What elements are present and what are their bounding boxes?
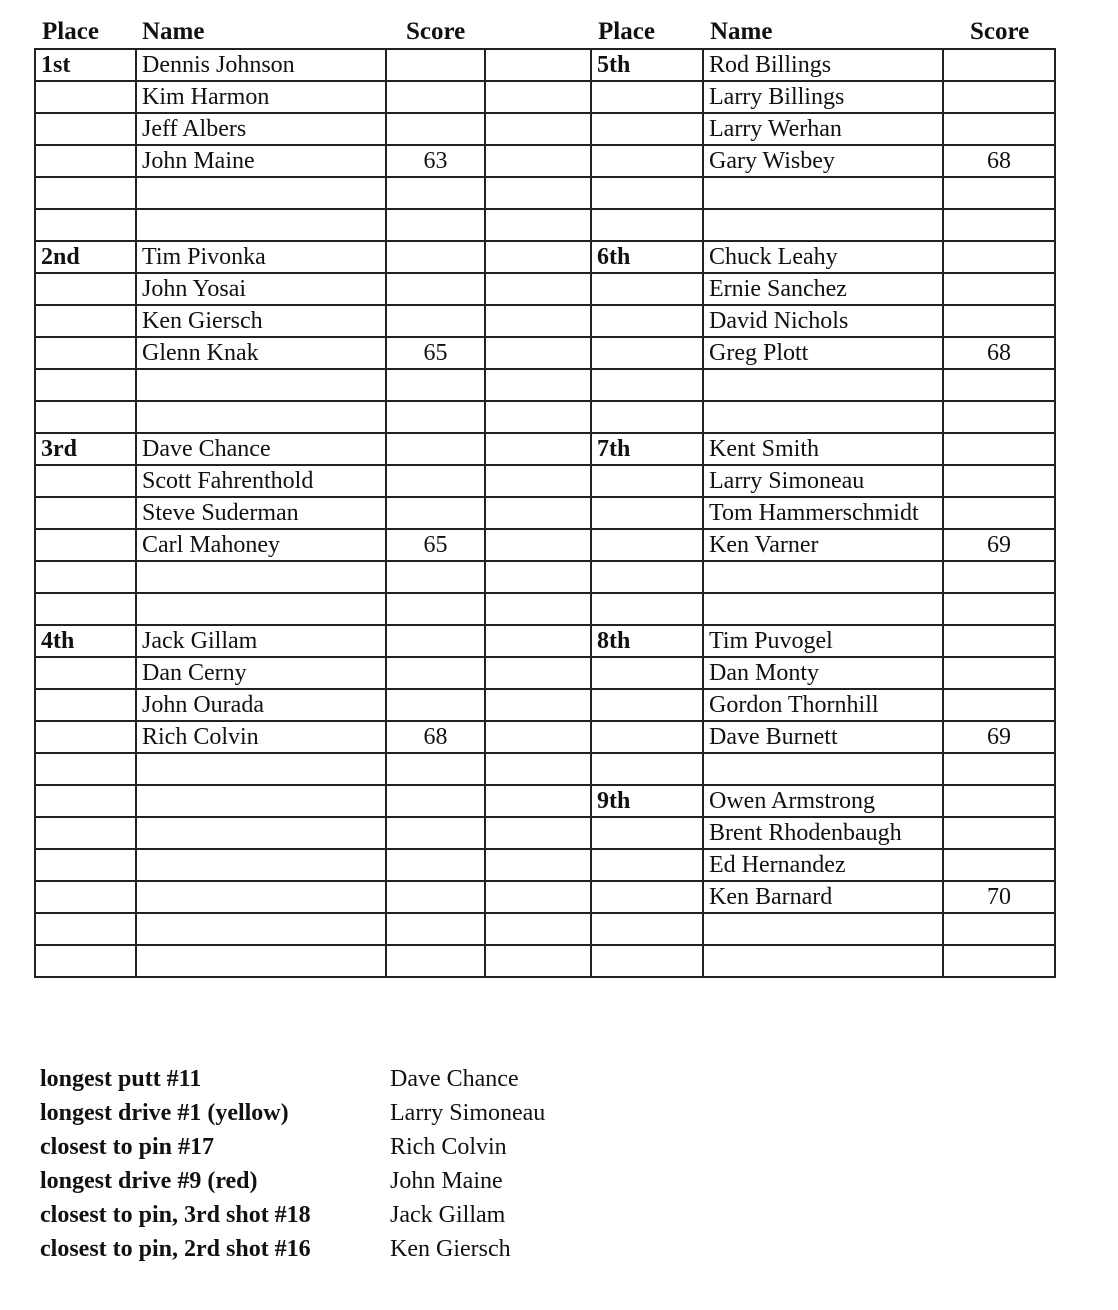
table-row bbox=[35, 721, 1055, 753]
left-score-cell bbox=[386, 753, 485, 785]
right-name-cell: Kent Smith bbox=[703, 433, 943, 465]
left-place-cell bbox=[35, 721, 136, 753]
spacer-cell bbox=[485, 209, 591, 241]
left-place-cell: 2nd bbox=[35, 241, 136, 273]
left-name-cell bbox=[136, 401, 386, 433]
left-name-cell: John Ourada bbox=[136, 689, 386, 721]
right-score-cell bbox=[943, 593, 1055, 625]
table-row bbox=[35, 561, 1055, 593]
left-place-cell: 1st bbox=[35, 49, 136, 81]
right-place-cell bbox=[591, 913, 703, 945]
right-name-cell: Owen Armstrong bbox=[703, 785, 943, 817]
award-winner: Larry Simoneau bbox=[390, 1100, 546, 1126]
left-score-cell bbox=[386, 209, 485, 241]
right-place-cell bbox=[591, 145, 703, 177]
table-row bbox=[35, 945, 1055, 977]
spacer-cell bbox=[485, 465, 591, 497]
spacer-cell bbox=[485, 497, 591, 529]
spacer-cell bbox=[485, 721, 591, 753]
left-place-cell bbox=[35, 913, 136, 945]
right-place-cell bbox=[591, 305, 703, 337]
right-score-cell: 69 bbox=[943, 529, 1055, 561]
right-name-cell: Ed Hernandez bbox=[703, 849, 943, 881]
spacer-cell bbox=[485, 113, 591, 145]
left-place-cell bbox=[35, 401, 136, 433]
left-score-cell bbox=[386, 177, 485, 209]
table-row bbox=[35, 625, 1055, 657]
award-winner: Ken Giersch bbox=[390, 1236, 511, 1262]
right-score-cell bbox=[943, 561, 1055, 593]
left-place-cell bbox=[35, 497, 136, 529]
table-row bbox=[35, 593, 1055, 625]
spacer-cell bbox=[485, 241, 591, 273]
right-name-cell: David Nichols bbox=[703, 305, 943, 337]
table-row bbox=[35, 689, 1055, 721]
left-name-cell: Dan Cerny bbox=[136, 657, 386, 689]
left-name-cell: Rich Colvin bbox=[136, 721, 386, 753]
right-score-cell bbox=[943, 241, 1055, 273]
right-score-cell: 68 bbox=[943, 145, 1055, 177]
right-name-cell bbox=[703, 561, 943, 593]
left-name-cell bbox=[136, 593, 386, 625]
right-place-cell: 8th bbox=[591, 625, 703, 657]
right-place-cell bbox=[591, 273, 703, 305]
right-place-cell bbox=[591, 753, 703, 785]
award-winner: Rich Colvin bbox=[390, 1134, 507, 1160]
right-place-cell bbox=[591, 369, 703, 401]
right-score-cell bbox=[943, 209, 1055, 241]
right-score-cell bbox=[943, 369, 1055, 401]
header-right-name: Name bbox=[710, 18, 773, 45]
left-place-cell bbox=[35, 113, 136, 145]
right-score-cell bbox=[943, 785, 1055, 817]
spacer-cell bbox=[485, 177, 591, 209]
spacer-cell bbox=[485, 881, 591, 913]
left-score-cell bbox=[386, 849, 485, 881]
right-place-cell bbox=[591, 561, 703, 593]
right-score-cell bbox=[943, 945, 1055, 977]
left-name-cell: John Maine bbox=[136, 145, 386, 177]
right-place-cell bbox=[591, 81, 703, 113]
left-score-cell: 65 bbox=[386, 337, 485, 369]
spacer-cell bbox=[485, 337, 591, 369]
spacer-cell bbox=[485, 689, 591, 721]
left-place-cell bbox=[35, 785, 136, 817]
right-score-cell bbox=[943, 753, 1055, 785]
right-place-cell bbox=[591, 113, 703, 145]
table-row bbox=[35, 49, 1055, 81]
spacer-cell bbox=[485, 529, 591, 561]
left-place-cell bbox=[35, 945, 136, 977]
right-score-cell bbox=[943, 817, 1055, 849]
award-label: closest to pin #17 bbox=[40, 1134, 214, 1160]
spacer-cell bbox=[485, 561, 591, 593]
table-row bbox=[35, 113, 1055, 145]
right-name-cell: Gordon Thornhill bbox=[703, 689, 943, 721]
right-name-cell bbox=[703, 913, 943, 945]
right-name-cell: Dan Monty bbox=[703, 657, 943, 689]
right-place-cell bbox=[591, 849, 703, 881]
left-score-cell bbox=[386, 401, 485, 433]
right-place-cell bbox=[591, 593, 703, 625]
right-place-cell bbox=[591, 817, 703, 849]
right-name-cell bbox=[703, 593, 943, 625]
right-name-cell bbox=[703, 401, 943, 433]
header-left-place: Place bbox=[42, 18, 99, 45]
left-name-cell: Kim Harmon bbox=[136, 81, 386, 113]
left-place-cell bbox=[35, 529, 136, 561]
spacer-cell bbox=[485, 369, 591, 401]
left-name-cell: Scott Fahrenthold bbox=[136, 465, 386, 497]
right-name-cell: Brent Rhodenbaugh bbox=[703, 817, 943, 849]
left-score-cell: 63 bbox=[386, 145, 485, 177]
spacer-cell bbox=[485, 433, 591, 465]
left-name-cell bbox=[136, 753, 386, 785]
spacer-cell bbox=[485, 593, 591, 625]
left-score-cell bbox=[386, 881, 485, 913]
right-score-cell bbox=[943, 113, 1055, 145]
left-place-cell bbox=[35, 273, 136, 305]
left-place-cell bbox=[35, 177, 136, 209]
left-name-cell: Jeff Albers bbox=[136, 113, 386, 145]
spacer-cell bbox=[485, 849, 591, 881]
left-name-cell: Steve Suderman bbox=[136, 497, 386, 529]
right-score-cell: 68 bbox=[943, 337, 1055, 369]
right-place-cell: 5th bbox=[591, 49, 703, 81]
right-score-cell bbox=[943, 49, 1055, 81]
right-name-cell bbox=[703, 369, 943, 401]
left-score-cell bbox=[386, 657, 485, 689]
award-label: longest putt #11 bbox=[40, 1066, 202, 1092]
right-name-cell: Larry Werhan bbox=[703, 113, 943, 145]
right-place-cell bbox=[591, 337, 703, 369]
right-place-cell: 7th bbox=[591, 433, 703, 465]
right-score-cell bbox=[943, 625, 1055, 657]
spacer-cell bbox=[485, 657, 591, 689]
award-label: closest to pin, 3rd shot #18 bbox=[40, 1202, 311, 1228]
right-score-cell bbox=[943, 689, 1055, 721]
header-left-score: Score bbox=[406, 18, 466, 45]
left-place-cell bbox=[35, 849, 136, 881]
right-score-cell bbox=[943, 497, 1055, 529]
left-place-cell bbox=[35, 593, 136, 625]
table-row bbox=[35, 753, 1055, 785]
right-name-cell bbox=[703, 177, 943, 209]
table-row bbox=[35, 497, 1055, 529]
left-score-cell bbox=[386, 689, 485, 721]
right-score-cell bbox=[943, 465, 1055, 497]
left-name-cell: Glenn Knak bbox=[136, 337, 386, 369]
left-name-cell: Carl Mahoney bbox=[136, 529, 386, 561]
right-score-cell: 69 bbox=[943, 721, 1055, 753]
left-name-cell bbox=[136, 561, 386, 593]
table-row bbox=[35, 369, 1055, 401]
right-place-cell bbox=[591, 209, 703, 241]
spacer-cell bbox=[485, 753, 591, 785]
table-row bbox=[35, 849, 1055, 881]
right-place-cell: 9th bbox=[591, 785, 703, 817]
left-name-cell: Dave Chance bbox=[136, 433, 386, 465]
spacer-cell bbox=[485, 785, 591, 817]
left-name-cell bbox=[136, 849, 386, 881]
left-place-cell bbox=[35, 145, 136, 177]
left-score-cell bbox=[386, 497, 485, 529]
left-score-cell bbox=[386, 817, 485, 849]
right-name-cell: Tim Puvogel bbox=[703, 625, 943, 657]
results-table bbox=[34, 48, 1056, 978]
left-name-cell: John Yosai bbox=[136, 273, 386, 305]
left-place-cell bbox=[35, 657, 136, 689]
table-row bbox=[35, 529, 1055, 561]
table-row bbox=[35, 145, 1055, 177]
right-name-cell: Tom Hammerschmidt bbox=[703, 497, 943, 529]
left-name-cell bbox=[136, 369, 386, 401]
left-score-cell bbox=[386, 113, 485, 145]
table-row bbox=[35, 785, 1055, 817]
right-place-cell bbox=[591, 721, 703, 753]
table-row bbox=[35, 177, 1055, 209]
spacer-cell bbox=[485, 145, 591, 177]
table-row bbox=[35, 81, 1055, 113]
left-score-cell bbox=[386, 369, 485, 401]
right-place-cell bbox=[591, 529, 703, 561]
right-score-cell bbox=[943, 657, 1055, 689]
spacer-cell bbox=[485, 273, 591, 305]
right-score-cell bbox=[943, 401, 1055, 433]
table-row bbox=[35, 913, 1055, 945]
left-place-cell bbox=[35, 465, 136, 497]
left-score-cell: 65 bbox=[386, 529, 485, 561]
left-name-cell bbox=[136, 177, 386, 209]
spacer-cell bbox=[485, 817, 591, 849]
left-score-cell bbox=[386, 305, 485, 337]
right-place-cell: 6th bbox=[591, 241, 703, 273]
left-score-cell bbox=[386, 81, 485, 113]
left-name-cell bbox=[136, 945, 386, 977]
right-place-cell bbox=[591, 497, 703, 529]
left-place-cell bbox=[35, 753, 136, 785]
left-score-cell bbox=[386, 465, 485, 497]
left-place-cell bbox=[35, 881, 136, 913]
table-row bbox=[35, 241, 1055, 273]
left-place-cell bbox=[35, 337, 136, 369]
right-score-cell bbox=[943, 913, 1055, 945]
spacer-cell bbox=[485, 401, 591, 433]
right-place-cell bbox=[591, 401, 703, 433]
right-place-cell bbox=[591, 657, 703, 689]
right-place-cell bbox=[591, 881, 703, 913]
award-label: closest to pin, 2rd shot #16 bbox=[40, 1236, 311, 1262]
right-name-cell bbox=[703, 209, 943, 241]
table-row bbox=[35, 817, 1055, 849]
left-name-cell: Dennis Johnson bbox=[136, 49, 386, 81]
table-row bbox=[35, 209, 1055, 241]
table-row bbox=[35, 305, 1055, 337]
right-score-cell bbox=[943, 273, 1055, 305]
award-label: longest drive #1 (yellow) bbox=[40, 1100, 289, 1126]
left-score-cell bbox=[386, 433, 485, 465]
award-winner: John Maine bbox=[390, 1168, 503, 1194]
results-body bbox=[35, 49, 1055, 977]
right-name-cell: Chuck Leahy bbox=[703, 241, 943, 273]
right-place-cell bbox=[591, 945, 703, 977]
header-right-score: Score bbox=[970, 18, 1030, 45]
left-score-cell: 68 bbox=[386, 721, 485, 753]
spacer-cell bbox=[485, 625, 591, 657]
left-place-cell bbox=[35, 209, 136, 241]
left-name-cell bbox=[136, 913, 386, 945]
table-row bbox=[35, 401, 1055, 433]
left-place-cell: 3rd bbox=[35, 433, 136, 465]
table-row bbox=[35, 465, 1055, 497]
spacer-cell bbox=[485, 945, 591, 977]
right-name-cell: Ernie Sanchez bbox=[703, 273, 943, 305]
header-left-name: Name bbox=[142, 18, 205, 45]
right-score-cell bbox=[943, 81, 1055, 113]
left-name-cell bbox=[136, 785, 386, 817]
right-name-cell: Gary Wisbey bbox=[703, 145, 943, 177]
left-score-cell bbox=[386, 561, 485, 593]
left-score-cell bbox=[386, 625, 485, 657]
table-row bbox=[35, 881, 1055, 913]
award-label: longest drive #9 (red) bbox=[40, 1168, 258, 1194]
table-row bbox=[35, 337, 1055, 369]
left-score-cell bbox=[386, 273, 485, 305]
left-score-cell bbox=[386, 913, 485, 945]
right-name-cell: Dave Burnett bbox=[703, 721, 943, 753]
left-name-cell bbox=[136, 881, 386, 913]
left-name-cell: Tim Pivonka bbox=[136, 241, 386, 273]
right-name-cell: Larry Simoneau bbox=[703, 465, 943, 497]
right-place-cell bbox=[591, 689, 703, 721]
right-score-cell bbox=[943, 433, 1055, 465]
right-name-cell: Rod Billings bbox=[703, 49, 943, 81]
right-name-cell: Ken Barnard bbox=[703, 881, 943, 913]
spacer-cell bbox=[485, 913, 591, 945]
award-winner: Dave Chance bbox=[390, 1066, 519, 1092]
right-score-cell: 70 bbox=[943, 881, 1055, 913]
right-name-cell bbox=[703, 753, 943, 785]
table-row bbox=[35, 273, 1055, 305]
left-name-cell bbox=[136, 817, 386, 849]
right-name-cell bbox=[703, 945, 943, 977]
left-place-cell bbox=[35, 305, 136, 337]
right-name-cell: Larry Billings bbox=[703, 81, 943, 113]
spacer-cell bbox=[485, 49, 591, 81]
table-row bbox=[35, 657, 1055, 689]
left-score-cell bbox=[386, 593, 485, 625]
left-place-cell bbox=[35, 689, 136, 721]
right-place-cell bbox=[591, 177, 703, 209]
left-name-cell: Ken Giersch bbox=[136, 305, 386, 337]
left-score-cell bbox=[386, 785, 485, 817]
spacer-cell bbox=[485, 305, 591, 337]
header-right-place: Place bbox=[598, 18, 655, 45]
left-score-cell bbox=[386, 49, 485, 81]
table-row bbox=[35, 433, 1055, 465]
award-winner: Jack Gillam bbox=[390, 1202, 506, 1228]
right-score-cell bbox=[943, 177, 1055, 209]
left-name-cell: Jack Gillam bbox=[136, 625, 386, 657]
left-place-cell bbox=[35, 81, 136, 113]
right-score-cell bbox=[943, 849, 1055, 881]
left-place-cell bbox=[35, 561, 136, 593]
right-place-cell bbox=[591, 465, 703, 497]
right-score-cell bbox=[943, 305, 1055, 337]
right-name-cell: Ken Varner bbox=[703, 529, 943, 561]
left-place-cell: 4th bbox=[35, 625, 136, 657]
spacer-cell bbox=[485, 81, 591, 113]
left-place-cell bbox=[35, 817, 136, 849]
right-name-cell: Greg Plott bbox=[703, 337, 943, 369]
left-score-cell bbox=[386, 241, 485, 273]
left-score-cell bbox=[386, 945, 485, 977]
left-place-cell bbox=[35, 369, 136, 401]
left-name-cell bbox=[136, 209, 386, 241]
